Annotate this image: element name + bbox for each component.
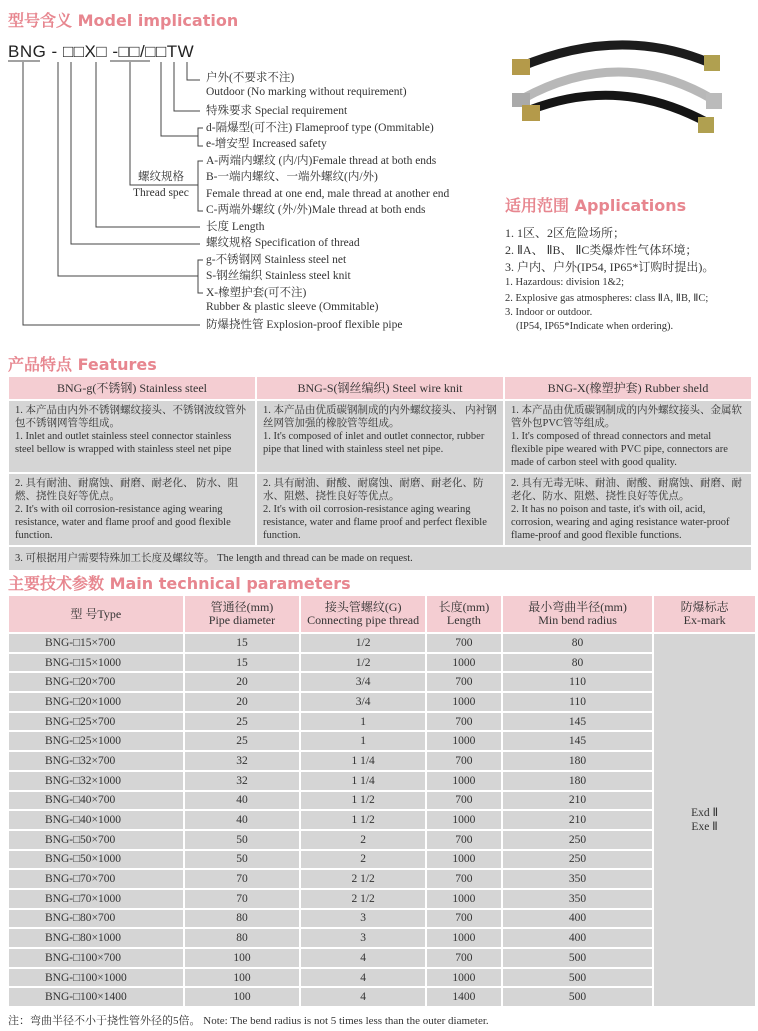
table-cell: 1000 (426, 653, 502, 673)
params-header-line: 接头管螺纹(G) (324, 600, 402, 614)
model-title: 型号含义 Model implication (8, 11, 239, 30)
table-cell: 1/2 (300, 633, 426, 653)
table-row (8, 987, 756, 1007)
model-item: S-钢丝编织 Stainless steel knit (206, 270, 351, 282)
table-cell: 700 (426, 830, 502, 850)
table-cell: 1 1/4 (300, 771, 426, 791)
table-cell: 15 (184, 633, 301, 653)
table-cell: 3/4 (300, 692, 426, 712)
table-cell: 1000 (426, 692, 502, 712)
table-cell: BNG-□32×700 (8, 751, 184, 771)
feature-cell: 2. 具有耐油、耐腐蚀、耐磨、耐老化、 防水、阻燃、挠性良好等优点。 2. It's with oil corrosion-resistance aging wearing resistance, water and flame proof and good flexible function. (8, 473, 256, 546)
thread-spec-label-en: Thread spec (133, 187, 189, 199)
table-cell: 20 (184, 672, 301, 692)
table-cell: 2 1/2 (300, 869, 426, 889)
params-header-line: Pipe diameter (208, 613, 276, 627)
table-cell: 3/4 (300, 672, 426, 692)
table-cell: 80 (502, 633, 653, 653)
table-cell: 15 (184, 653, 301, 673)
table-cell: 1000 (426, 889, 502, 909)
table-cell: 400 (502, 928, 653, 948)
app-en-item: (IP54, IP65*Indicate when ordering). (516, 321, 674, 332)
model-item: 户外(不要求不注) (206, 72, 295, 84)
table-cell: 1 1/2 (300, 810, 426, 830)
feature-header: BNG-X(橡塑护套) Rubber sheld (504, 376, 752, 400)
table-row (8, 948, 756, 968)
exmark-cell (653, 633, 756, 1007)
table-cell: 145 (502, 712, 653, 732)
table-row (8, 731, 756, 751)
model-item: C-两端外螺纹 (外/外)Male thread at both ends (206, 204, 426, 216)
table-cell: 500 (502, 968, 653, 988)
params-header (8, 595, 184, 633)
features-table (7, 375, 753, 572)
table-row (8, 869, 756, 889)
table-cell: 250 (502, 850, 653, 870)
table-row (8, 889, 756, 909)
model-item: Female thread at one end, male thread at another end (206, 188, 450, 200)
table-cell: 2 (300, 850, 426, 870)
table-row (8, 692, 756, 712)
table-cell: 1 1/2 (300, 791, 426, 811)
table-cell: 40 (184, 791, 301, 811)
table-cell: BNG-□70×1000 (8, 889, 184, 909)
feature-header: BNG-g(不锈钢) Stainless steel (8, 376, 256, 400)
table-row (8, 712, 756, 732)
params-header-line: 长度(mm) (438, 600, 490, 614)
params-header (502, 595, 653, 633)
feature-cell: 2. 具有耐油、耐酸、耐腐蚀、耐磨、耐老化、防水、阻燃、挠性良好等优点。 2. It's with oil corrosion-resistance aging wearing resistance, water and flame proof and perfect flexible function. (256, 473, 504, 546)
model-item: 长度 Length (206, 221, 265, 233)
table-cell: 210 (502, 791, 653, 811)
hose-product-image (500, 25, 750, 145)
params-header-line: 管通径(mm) (210, 600, 274, 614)
app-en-item: 2. Explosive gas atmospheres: class ⅡA, ⅡB, ⅡC; (505, 293, 709, 304)
table-cell: BNG-□80×1000 (8, 928, 184, 948)
table-cell: 32 (184, 751, 301, 771)
table-cell: BNG-□15×1000 (8, 653, 184, 673)
table-row (8, 909, 756, 929)
table-cell: 3 (300, 928, 426, 948)
table-cell: 80 (502, 653, 653, 673)
params-header (300, 595, 426, 633)
table-row (8, 633, 756, 653)
table-cell: 180 (502, 771, 653, 791)
table-cell: BNG-□50×700 (8, 830, 184, 850)
model-item: 特殊要求 Special requirement (206, 105, 348, 117)
table-cell: 700 (426, 948, 502, 968)
model-item: Outdoor (No marking without requirement) (206, 86, 407, 98)
params-header-line: Min bend radius (538, 613, 617, 627)
table-cell: BNG-□100×700 (8, 948, 184, 968)
model-code: BNG - □□X□ -□□/□□TW (8, 42, 195, 61)
feature-note: 3. 可根据用户需要特殊加工长度及螺纹等。 The length and thread can be made on request. (8, 546, 752, 571)
table-cell: 1000 (426, 731, 502, 751)
table-cell: 100 (184, 948, 301, 968)
params-header-line: 型 号Type (70, 606, 122, 621)
table-cell: 700 (426, 672, 502, 692)
table-cell: 4 (300, 987, 426, 1007)
table-cell: 25 (184, 731, 301, 751)
table-cell: 1 (300, 731, 426, 751)
table-cell: 700 (426, 712, 502, 732)
table-cell: 700 (426, 869, 502, 889)
table-cell: BNG-□25×1000 (8, 731, 184, 751)
feature-cell: 2. 具有无毒无味、耐油、耐酸、耐腐蚀、耐磨、耐老化、防水、阻燃、挠性良好等优点。 2. It has no poison and taste, it's with oil, acid, corrosion, wearing and aging resistance water-proof flame-proof and good flexible functions. (504, 473, 752, 546)
table-row (8, 791, 756, 811)
table-cell: 80 (184, 909, 301, 929)
params-header (184, 595, 301, 633)
params-header (426, 595, 502, 633)
table-cell: 4 (300, 968, 426, 988)
table-cell: 500 (502, 987, 653, 1007)
table-cell: BNG-□50×1000 (8, 850, 184, 870)
feature-header: BNG-S(钢丝编织) Steel wire knit (256, 376, 504, 400)
table-cell: 100 (184, 968, 301, 988)
table-cell: BNG-□20×700 (8, 672, 184, 692)
app-en-item: 1. Hazardous: division 1&2; (505, 277, 624, 288)
model-item: d-隔爆型(可不注) Flameproof type (Ommitable) (206, 122, 434, 134)
thread-spec-label-cn: 螺纹规格 (138, 171, 184, 183)
table-row (8, 850, 756, 870)
feature-cell: 1. 本产品由优质碳钢制成的内外螺纹接头、金属软 管外包PVC管等组成。 1. It's composed of thread connectors and metal flexible pipe weared with PVC pipe, connectors are made of carbon steel with good quality. (504, 400, 752, 473)
app-en-item: 3. Indoor or outdoor. (505, 307, 593, 318)
table-cell: 3 (300, 909, 426, 929)
exmark-value: Exe Ⅱ (691, 821, 718, 834)
params-header-line: Connecting pipe thread (307, 613, 420, 627)
table-cell: 1000 (426, 928, 502, 948)
table-row (8, 810, 756, 830)
table-cell: BNG-□100×1000 (8, 968, 184, 988)
params-header-line: 防爆标志 (680, 600, 729, 614)
table-cell: 700 (426, 751, 502, 771)
model-item: 防爆挠性管 Explosion-proof flexible pipe (206, 319, 403, 331)
table-cell: 350 (502, 889, 653, 909)
model-item: g-不锈钢网 Stainless steel net (206, 254, 347, 266)
table-cell: 1/2 (300, 653, 426, 673)
params-header-line: Length (446, 613, 481, 627)
params-note: 注：弯曲半径不小于挠性管外径的5倍。 Note: The bend radius is not 5 times less than the outer diameter. (8, 1015, 489, 1027)
table-row (8, 968, 756, 988)
model-item: 螺纹规格 Specification of thread (206, 237, 360, 249)
app-cn-item: 3. 户内、户外(IP54, IP65*订购时提出)。 (505, 260, 715, 274)
table-cell: 400 (502, 909, 653, 929)
model-item: B-一端内螺纹、一端外螺纹(内/外) (206, 171, 378, 183)
params-table (7, 594, 757, 1008)
table-cell: 1000 (426, 810, 502, 830)
table-cell: 50 (184, 850, 301, 870)
table-row (8, 751, 756, 771)
table-cell: 500 (502, 948, 653, 968)
table-cell: 40 (184, 810, 301, 830)
table-cell: 70 (184, 889, 301, 909)
params-header (653, 595, 756, 633)
table-cell: BNG-□20×1000 (8, 692, 184, 712)
table-cell: 70 (184, 869, 301, 889)
table-cell: 1000 (426, 968, 502, 988)
table-cell: 145 (502, 731, 653, 751)
table-cell: BNG-□25×700 (8, 712, 184, 732)
params-header-line: Ex-mark (683, 613, 726, 627)
table-cell: 50 (184, 830, 301, 850)
table-cell: BNG-□40×700 (8, 791, 184, 811)
model-item: Rubber & plastic sleeve (Ommitable) (206, 301, 379, 313)
table-cell: 250 (502, 830, 653, 850)
feature-cell: 1. 本产品由内外不锈钢螺纹接头、不锈钢波纹管外包不锈钢网管等组成。 1. Inlet and outlet stainless steel connector stainless steel bellow is wrapped with stainless steel net pipe (8, 400, 256, 473)
table-row (8, 672, 756, 692)
table-cell: 110 (502, 672, 653, 692)
table-cell: 1000 (426, 771, 502, 791)
table-cell: 1000 (426, 850, 502, 870)
table-cell: 1 1/4 (300, 751, 426, 771)
table-cell: 4 (300, 948, 426, 968)
table-row (8, 653, 756, 673)
app-cn-item: 2. ⅡA、 ⅡB、 ⅡC类爆炸性气体环境； (505, 243, 698, 257)
params-header-line: 最小弯曲半径(mm) (528, 600, 627, 614)
table-cell: BNG-□80×700 (8, 909, 184, 929)
table-cell: 1 (300, 712, 426, 732)
table-cell: BNG-□70×700 (8, 869, 184, 889)
features-title: 产品特点 Features (8, 355, 157, 374)
table-cell: BNG-□100×1400 (8, 987, 184, 1007)
exmark-value: Exd Ⅱ (691, 807, 719, 820)
table-cell: BNG-□32×1000 (8, 771, 184, 791)
table-cell: 25 (184, 712, 301, 732)
table-cell: 32 (184, 771, 301, 791)
table-cell: 700 (426, 909, 502, 929)
table-cell: 2 (300, 830, 426, 850)
table-row (8, 928, 756, 948)
params-title: 主要技术参数 Main technical parameters (8, 574, 351, 593)
table-cell: BNG-□40×1000 (8, 810, 184, 830)
table-cell: 700 (426, 633, 502, 653)
table-cell: 100 (184, 987, 301, 1007)
table-row (8, 830, 756, 850)
table-cell: 80 (184, 928, 301, 948)
model-item: X-橡塑护套(可不注) (206, 287, 307, 299)
table-cell: 180 (502, 751, 653, 771)
table-cell: 210 (502, 810, 653, 830)
table-cell: 350 (502, 869, 653, 889)
app-cn-item: 1. 1区、2区危险场所； (505, 226, 626, 240)
feature-cell: 1. 本产品由优质碳钢制成的内外螺纹接头、 内衬钢丝网管加强的橡胶管等组成。 1. It's composed of inlet and outlet connector, rubber pipe that lined with stainless steel net pipe. (256, 400, 504, 473)
model-item: A-两端内螺纹 (内/内)Female thread at both ends (206, 155, 437, 167)
table-cell: 1400 (426, 987, 502, 1007)
model-item: e-增安型 Increased safety (206, 138, 327, 150)
table-cell: 110 (502, 692, 653, 712)
table-cell: 20 (184, 692, 301, 712)
table-cell: 700 (426, 791, 502, 811)
table-cell: BNG-□15×700 (8, 633, 184, 653)
applications-title: 适用范围 Applications (505, 196, 687, 215)
table-cell: 2 1/2 (300, 889, 426, 909)
table-row (8, 771, 756, 791)
